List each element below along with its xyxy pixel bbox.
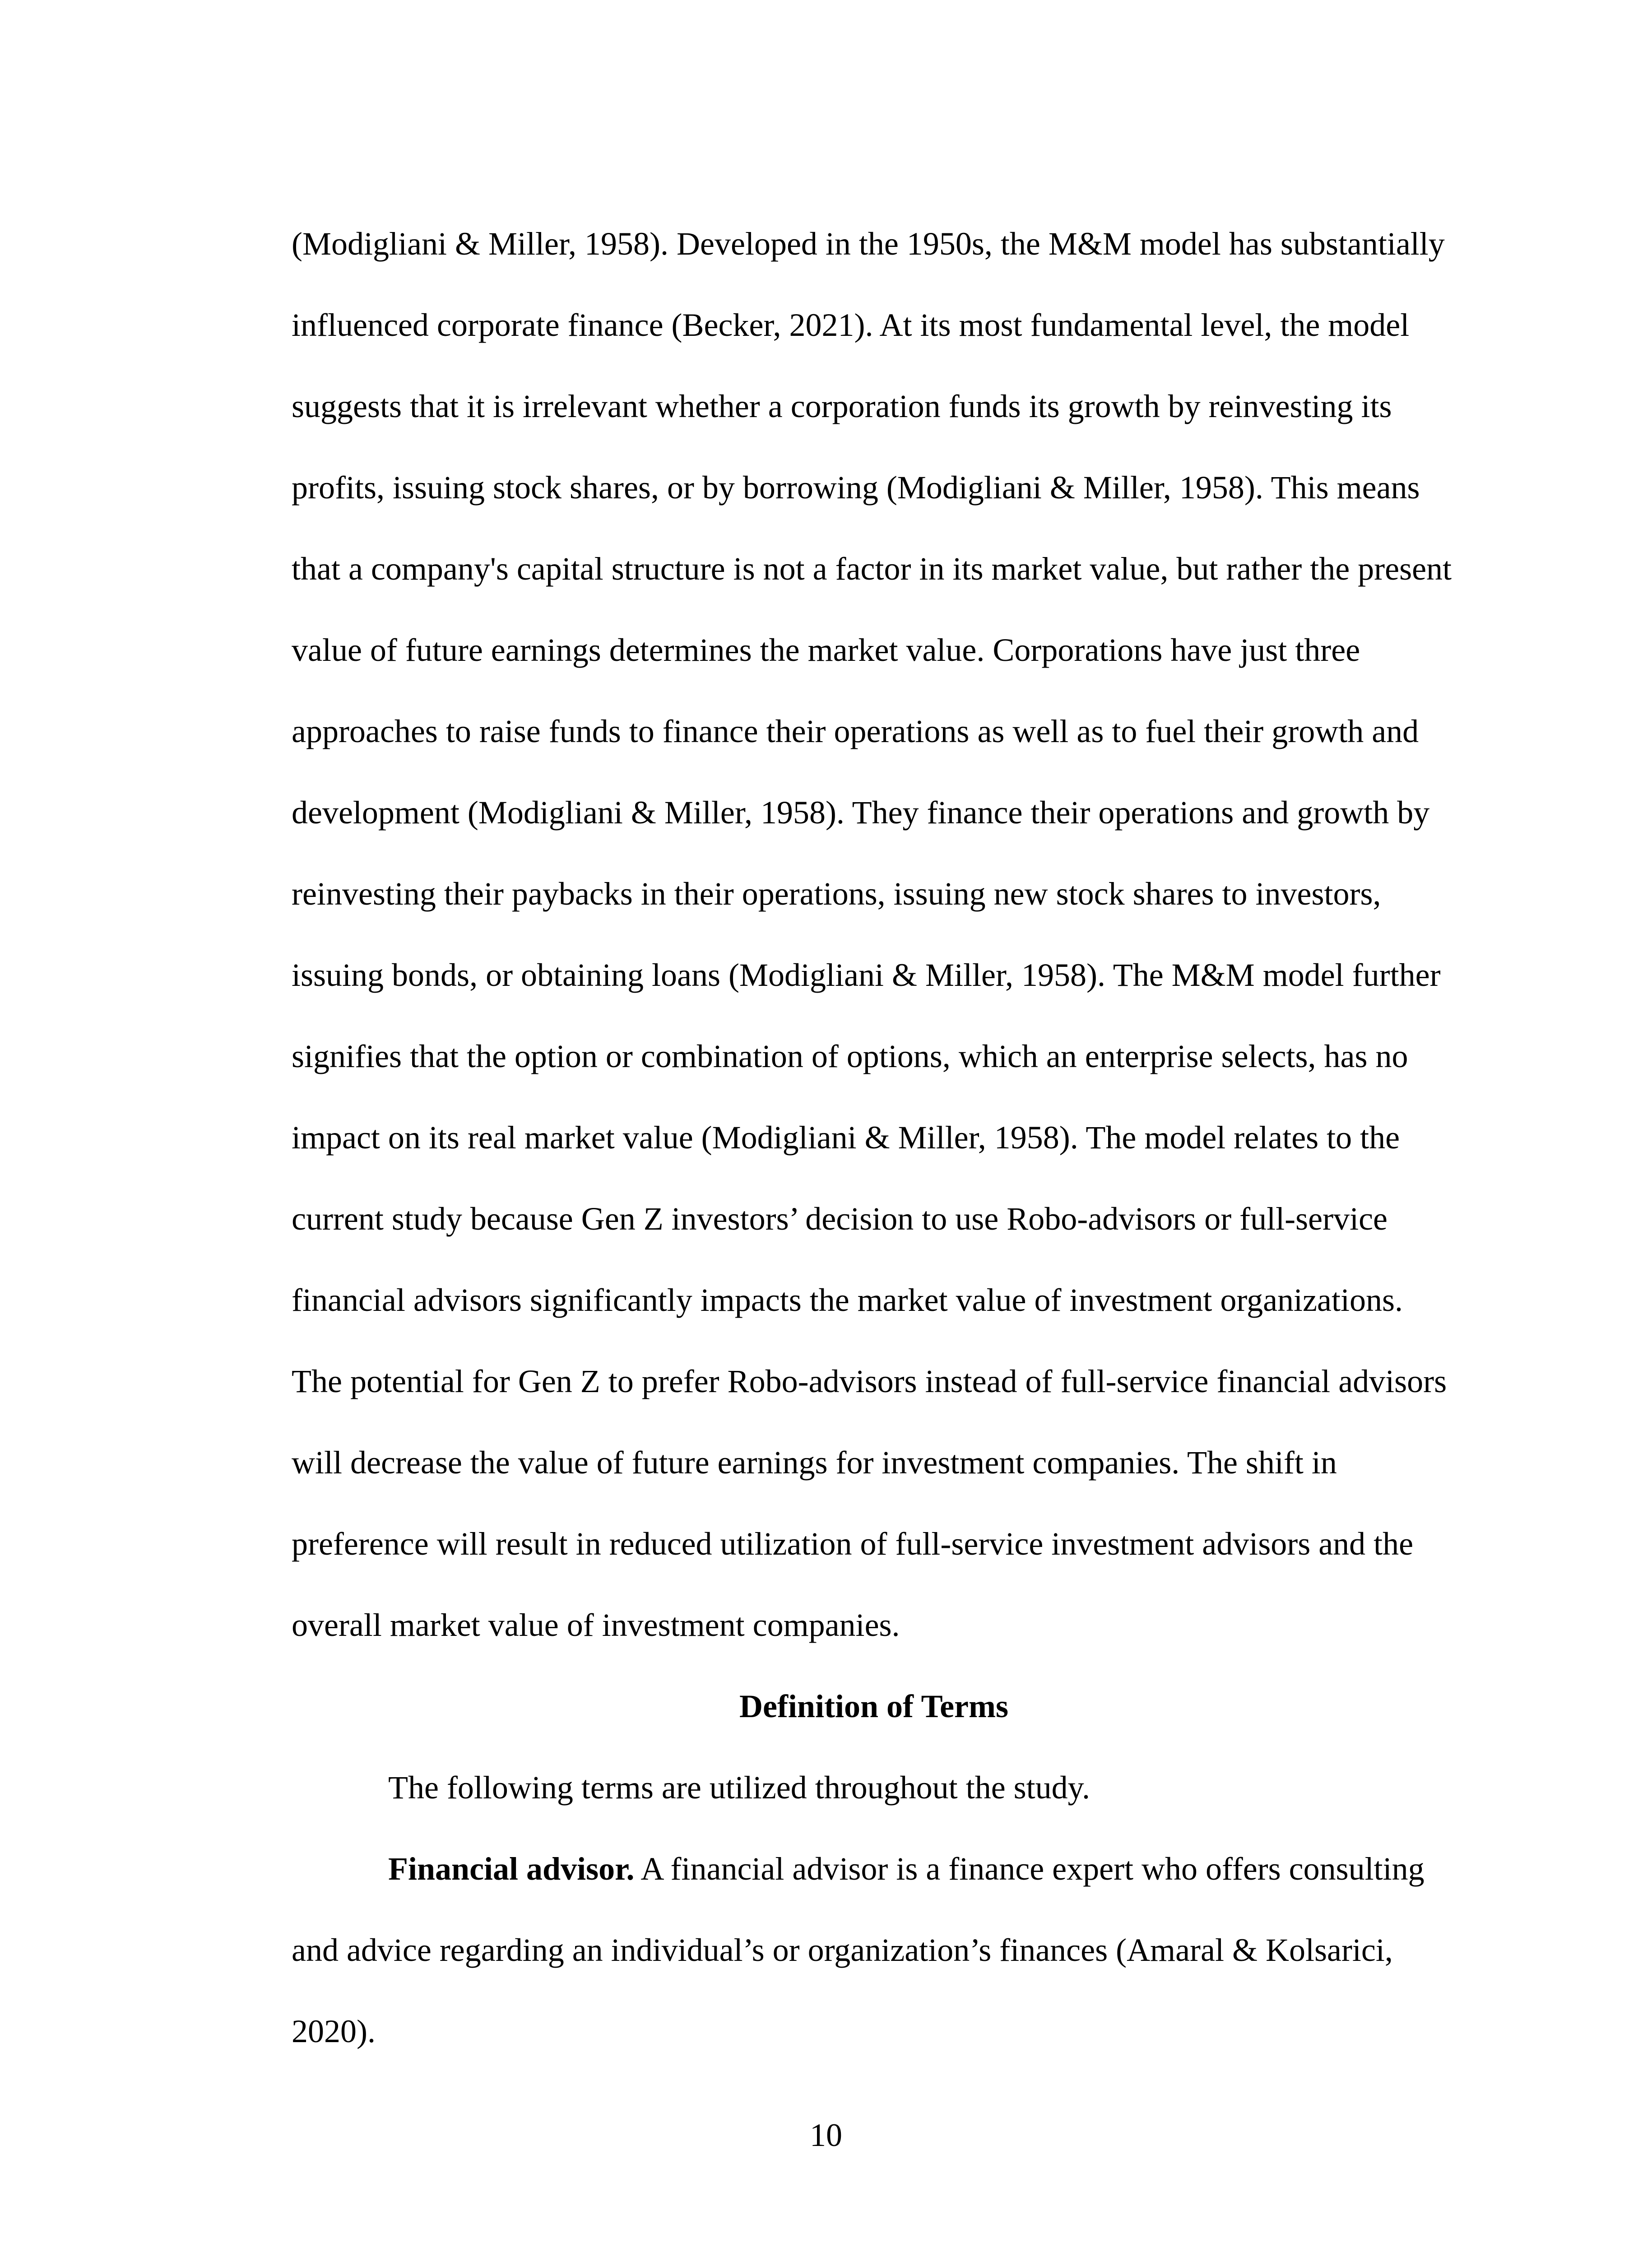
intro-line: The following terms are utilized throughout the study. [388,1769,1090,1806]
section-heading: Definition of Terms [739,1688,1008,1724]
body-line: signifies that the option or combination of options, which an enterprise selects, has no [292,1038,1408,1074]
body-line: approaches to raise funds to finance their operations as well as to fuel their growth and [292,713,1419,749]
body-line: influenced corporate finance (Becker, 2021). At its most fundamental level, the model [292,307,1410,343]
body-line: (Modigliani & Miller, 1958). Developed in the 1950s, the M&M model has substantially [292,226,1445,262]
body-text [292,203,1456,2072]
body-line: value of future earnings determines the market value. Corporations have just three [292,632,1360,668]
body-line: impact on its real market value (Modigliani & Miller, 1958). The model relates to the [292,1119,1400,1156]
body-line: The potential for Gen Z to prefer Robo-advisors instead of full-service financial advisors [292,1363,1447,1399]
body-line: will decrease the value of future earnings for investment companies. The shift in [292,1444,1337,1481]
body-line: profits, issuing stock shares, or by borrowing (Modigliani & Miller, 1958). This means [292,469,1420,506]
body-line: overall market value of investment companies. [292,1607,900,1643]
definition-first-line [292,1828,1456,1909]
definition-term: Financial advisor. [388,1851,635,1887]
body-line: preference will result in reduced utilization of full-service investment advisors and the [292,1526,1414,1562]
body-line: that a company's capital structure is not a factor in its market value, but rather the present [292,551,1452,587]
body-line: issuing bonds, or obtaining loans (Modigliani & Miller, 1958). The M&M model further [292,957,1441,993]
body-line: suggests that it is irrelevant whether a corporation funds its growth by reinvesting its [292,388,1392,424]
definition-text: A financial advisor is a finance expert who offers consulting [634,1851,1425,1887]
body-line: reinvesting their paybacks in their operations, issuing new stock shares to investors, [292,876,1381,912]
body-line: current study because Gen Z investors’ decision to use Robo-advisors or full-service [292,1201,1387,1237]
body-line: financial advisors significantly impacts the market value of investment organizations. [292,1282,1403,1318]
body-line: development (Modigliani & Miller, 1958). They finance their operations and growth by [292,794,1430,831]
definition-line: 2020). [292,2013,376,2049]
definition-line: and advice regarding an individual’s or organization’s finances (Amaral & Kolsarici, [292,1932,1393,1968]
page-number: 10 [810,2117,842,2153]
